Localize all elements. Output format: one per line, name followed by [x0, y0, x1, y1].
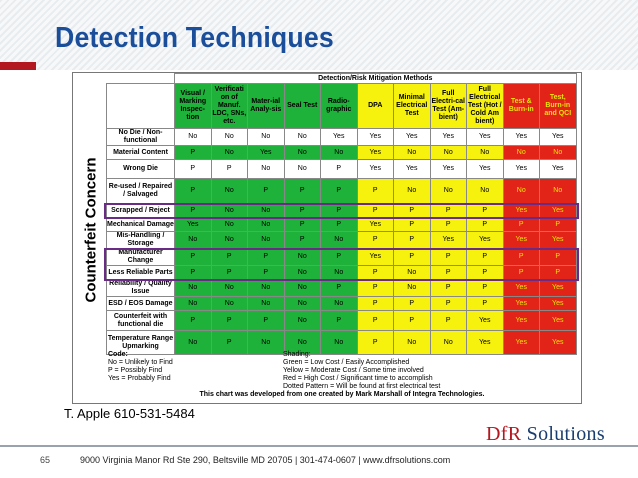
- legend-shading-line: Yellow = Moderate Cost / Some time involved: [283, 367, 424, 374]
- matrix-cell: No: [503, 179, 540, 204]
- matrix-cell: P: [430, 266, 467, 280]
- matrix-cell: No: [175, 331, 212, 355]
- column-header: Visual / Marking Inspec-tion: [175, 84, 212, 129]
- matrix-cell: Yes: [357, 249, 394, 266]
- matrix-cell: No: [211, 146, 248, 160]
- matrix-row: [107, 160, 577, 179]
- matrix-cell: No: [211, 179, 248, 204]
- accent-bar: [0, 62, 36, 70]
- matrix-cell: P: [430, 249, 467, 266]
- matrix-cell: P: [357, 311, 394, 331]
- row-label: Counterfeit with functional die: [107, 311, 175, 331]
- matrix-row: [107, 311, 577, 331]
- matrix-cell: No: [394, 280, 431, 297]
- matrix-cell: P: [540, 218, 577, 232]
- matrix-cell: Yes: [540, 204, 577, 218]
- matrix-cell: No: [284, 280, 321, 297]
- row-label: Mis-Handling / Storage: [107, 232, 175, 249]
- matrix-cell: No: [211, 129, 248, 146]
- matrix-cell: No: [467, 179, 504, 204]
- matrix-row: [107, 218, 577, 232]
- matrix-cell: P: [321, 160, 358, 179]
- matrix-cell: No: [211, 204, 248, 218]
- column-header: Seal Test: [284, 84, 321, 129]
- row-highlight-box: [104, 203, 579, 219]
- matrix-cell: No: [321, 297, 358, 311]
- matrix-cell: No: [394, 266, 431, 280]
- matrix-cell: P: [284, 179, 321, 204]
- matrix-cell: No: [467, 146, 504, 160]
- column-header: Full Electrical Test (Hot / Cold Am bient): [467, 84, 504, 129]
- matrix-cell: P: [357, 232, 394, 249]
- column-header: Minimal Electrical Test: [394, 84, 431, 129]
- matrix-cell: P: [394, 204, 431, 218]
- matrix-cell: P: [430, 218, 467, 232]
- slide-title: Detection Techniques: [55, 22, 334, 54]
- matrix-cell: Yes: [467, 232, 504, 249]
- side-label-text: Counterfeit Concern: [82, 157, 100, 303]
- row-label: Less Reliable Parts: [107, 266, 175, 280]
- row-label: Mechanical Damage: [107, 218, 175, 232]
- column-header: Test, Burn-in and QCI: [540, 84, 577, 129]
- matrix-cell: P: [467, 280, 504, 297]
- matrix-cell: Yes: [467, 331, 504, 355]
- matrix-cell: P: [321, 249, 358, 266]
- matrix-cell: P: [430, 311, 467, 331]
- matrix-cell: P: [248, 311, 285, 331]
- matrix-cell: No: [284, 146, 321, 160]
- matrix-cell: No: [394, 331, 431, 355]
- matrix-cell: Yes: [540, 311, 577, 331]
- matrix-cell: P: [175, 249, 212, 266]
- side-label: [76, 145, 106, 315]
- matrix-cell: P: [175, 204, 212, 218]
- matrix-cell: P: [175, 160, 212, 179]
- matrix-cell: P: [394, 297, 431, 311]
- matrix-cell: P: [211, 249, 248, 266]
- matrix-cell: P: [175, 311, 212, 331]
- matrix-cell: Yes: [503, 160, 540, 179]
- matrix-cell: Yes: [540, 129, 577, 146]
- matrix-cell: No: [248, 232, 285, 249]
- matrix-cell: P: [503, 266, 540, 280]
- matrix-cell: P: [248, 249, 285, 266]
- matrix-cell: Yes: [394, 160, 431, 179]
- matrix-cell: P: [540, 249, 577, 266]
- matrix-cell: Yes: [503, 204, 540, 218]
- matrix-cell: No: [211, 297, 248, 311]
- matrix-cell: P: [430, 297, 467, 311]
- matrix-row: [107, 280, 577, 297]
- matrix-cell: P: [321, 280, 358, 297]
- column-header: Mater-ial Analy-sis: [248, 84, 285, 129]
- matrix-cell: No: [284, 129, 321, 146]
- matrix-cell: P: [467, 266, 504, 280]
- matrix-cell: No: [321, 146, 358, 160]
- matrix-cell: No: [248, 160, 285, 179]
- matrix-body: [107, 129, 577, 355]
- matrix-cell: No: [321, 266, 358, 280]
- matrix-cell: Yes: [467, 129, 504, 146]
- legend-code-line: Yes = Probably Find: [108, 375, 171, 382]
- matrix-row: [107, 179, 577, 204]
- matrix-cell: P: [467, 218, 504, 232]
- matrix-cell: P: [175, 179, 212, 204]
- matrix-cell: No: [540, 146, 577, 160]
- footer-address: 9000 Virginia Manor Rd Ste 290, Beltsville MD 20705 | 301-474-0607 | www.dfrsolutions.com: [80, 455, 451, 465]
- matrix-cell: P: [467, 249, 504, 266]
- legend-code-line: No = Unlikely to Find: [108, 359, 173, 366]
- matrix-cell: No: [284, 249, 321, 266]
- matrix-cell: P: [321, 218, 358, 232]
- matrix-cell: Yes: [503, 311, 540, 331]
- matrix-cell: Yes: [503, 232, 540, 249]
- matrix-cell: P: [430, 204, 467, 218]
- matrix-cell: No: [211, 218, 248, 232]
- matrix-cell: Yes: [467, 160, 504, 179]
- matrix-cell: P: [211, 160, 248, 179]
- row-label: Material Content: [107, 146, 175, 160]
- matrix-cell: No: [175, 280, 212, 297]
- matrix-cell: Yes: [540, 160, 577, 179]
- matrix-cell: Yes: [540, 331, 577, 355]
- row-label: Wrong Die: [107, 160, 175, 179]
- matrix-cell: P: [211, 311, 248, 331]
- matrix-cell: No: [430, 179, 467, 204]
- methods-header: Detection/Risk Mitigation Methods: [175, 74, 577, 84]
- matrix-cell: P: [321, 204, 358, 218]
- matrix-cell: No: [394, 179, 431, 204]
- matrix-cell: Yes: [467, 311, 504, 331]
- matrix-cell: P: [321, 179, 358, 204]
- matrix-cell: P: [248, 179, 285, 204]
- matrix-cell: Yes: [357, 146, 394, 160]
- legend-shading: [283, 351, 573, 391]
- matrix-cell: P: [394, 249, 431, 266]
- matrix-cell: Yes: [357, 160, 394, 179]
- matrix-cell: No: [248, 331, 285, 355]
- matrix-cell: P: [357, 204, 394, 218]
- matrix-cell: No: [175, 297, 212, 311]
- matrix-cell: P: [503, 218, 540, 232]
- matrix-cell: P: [357, 280, 394, 297]
- matrix-cell: P: [357, 297, 394, 311]
- matrix-row: [107, 297, 577, 311]
- matrix-cell: Yes: [248, 146, 285, 160]
- matrix-cell: Yes: [394, 129, 431, 146]
- matrix-cell: Yes: [503, 331, 540, 355]
- matrix-cell: No: [248, 280, 285, 297]
- matrix-cell: P: [430, 280, 467, 297]
- matrix-cell: No: [211, 280, 248, 297]
- legend-code: [108, 351, 278, 383]
- row-label: Manufacturer Change: [107, 249, 175, 266]
- footer-divider: [0, 445, 638, 447]
- matrix-cell: Yes: [540, 280, 577, 297]
- matrix-cell: Yes: [321, 129, 358, 146]
- matrix-cell: No: [321, 331, 358, 355]
- matrix-cell: Yes: [430, 129, 467, 146]
- matrix-cell: No: [248, 297, 285, 311]
- row-label: Re-used / Repaired / Salvaged: [107, 179, 175, 204]
- matrix-cell: No: [175, 232, 212, 249]
- matrix-cell: P: [467, 297, 504, 311]
- column-header-row: [107, 84, 577, 129]
- matrix-cell: P: [540, 266, 577, 280]
- matrix-cell: P: [175, 146, 212, 160]
- matrix-cell: Yes: [540, 232, 577, 249]
- matrix-cell: Yes: [357, 218, 394, 232]
- matrix-cell: No: [248, 129, 285, 146]
- column-header: Verificati on of Manuf. LDC, SNs, etc.: [211, 84, 248, 129]
- matrix-cell: Yes: [357, 129, 394, 146]
- legend-footnote: This chart was developed from one created by Mark Marshall of Integra Technologies.: [199, 391, 485, 398]
- contact-line: T. Apple 610-531-5484: [64, 406, 195, 421]
- matrix-row: [107, 129, 577, 146]
- matrix-cell: Yes: [540, 297, 577, 311]
- legend-shading-title: Shading:: [283, 351, 311, 358]
- matrix-cell: No: [430, 331, 467, 355]
- matrix-cell: P: [357, 179, 394, 204]
- row-highlight-box: [104, 248, 579, 281]
- matrix-cell: No: [248, 204, 285, 218]
- row-label: Reliability / Quality Issue: [107, 280, 175, 297]
- matrix-cell: Yes: [503, 297, 540, 311]
- matrix-cell: P: [503, 249, 540, 266]
- matrix-cell: P: [394, 311, 431, 331]
- matrix-cell: No: [540, 179, 577, 204]
- row-label: Scrapped / Reject: [107, 204, 175, 218]
- legend: [108, 351, 576, 399]
- matrix-cell: Yes: [503, 129, 540, 146]
- matrix-cell: P: [248, 266, 285, 280]
- matrix-row: [107, 146, 577, 160]
- matrix-cell: P: [211, 266, 248, 280]
- matrix-cell: P: [175, 266, 212, 280]
- matrix-cell: No: [248, 218, 285, 232]
- matrix-cell: Yes: [430, 232, 467, 249]
- matrix-cell: P: [394, 218, 431, 232]
- logo-solutions: Solutions: [521, 423, 605, 445]
- matrix-cell: No: [211, 232, 248, 249]
- matrix-cell: P: [467, 204, 504, 218]
- column-header: Test & Burn-in: [503, 84, 540, 129]
- matrix-cell: P: [357, 266, 394, 280]
- legend-code-title: Code:: [108, 351, 128, 358]
- matrix-cell: P: [284, 232, 321, 249]
- dfr-solutions-logo: [486, 423, 605, 446]
- row-label: No Die / Non-functional: [107, 129, 175, 146]
- corner-cell: [107, 74, 175, 84]
- matrix-cell: No: [284, 297, 321, 311]
- matrix-cell: Yes: [503, 280, 540, 297]
- legend-shading-line: Dotted Pattern = Will be found at first electrical test: [283, 383, 441, 390]
- matrix-cell: P: [284, 204, 321, 218]
- matrix-cell: P: [357, 331, 394, 355]
- matrix-cell: P: [284, 218, 321, 232]
- matrix-cell: No: [284, 331, 321, 355]
- matrix-cell: P: [321, 311, 358, 331]
- legend-shading-line: Green = Low Cost / Easily Accomplished: [283, 359, 410, 366]
- matrix-cell: No: [284, 266, 321, 280]
- column-header: DPA: [357, 84, 394, 129]
- logo-dfr: DfR: [486, 423, 522, 445]
- matrix-cell: No: [394, 146, 431, 160]
- matrix-cell: P: [394, 232, 431, 249]
- matrix-row: [107, 232, 577, 249]
- matrix-cell: Yes: [175, 218, 212, 232]
- matrix-cell: No: [321, 232, 358, 249]
- matrix-cell: No: [284, 160, 321, 179]
- legend-shading-line: Red = High Cost / Significant time to accomplish: [283, 375, 433, 382]
- corner-cell: [107, 84, 175, 129]
- matrix-cell: No: [430, 146, 467, 160]
- matrix-cell: No: [284, 311, 321, 331]
- matrix-cell: P: [211, 331, 248, 355]
- page-number: 65: [40, 455, 51, 465]
- row-label: ESD / EOS Damage: [107, 297, 175, 311]
- legend-code-line: P = Possibly Find: [108, 367, 163, 374]
- matrix-cell: Yes: [430, 160, 467, 179]
- column-header: Radio-graphic: [321, 84, 358, 129]
- matrix-cell: No: [503, 146, 540, 160]
- matrix-cell: No: [175, 129, 212, 146]
- column-header: Full Electri-cal Test (Am-bient): [430, 84, 467, 129]
- row-label: Temperature Range Upmarking: [107, 331, 175, 355]
